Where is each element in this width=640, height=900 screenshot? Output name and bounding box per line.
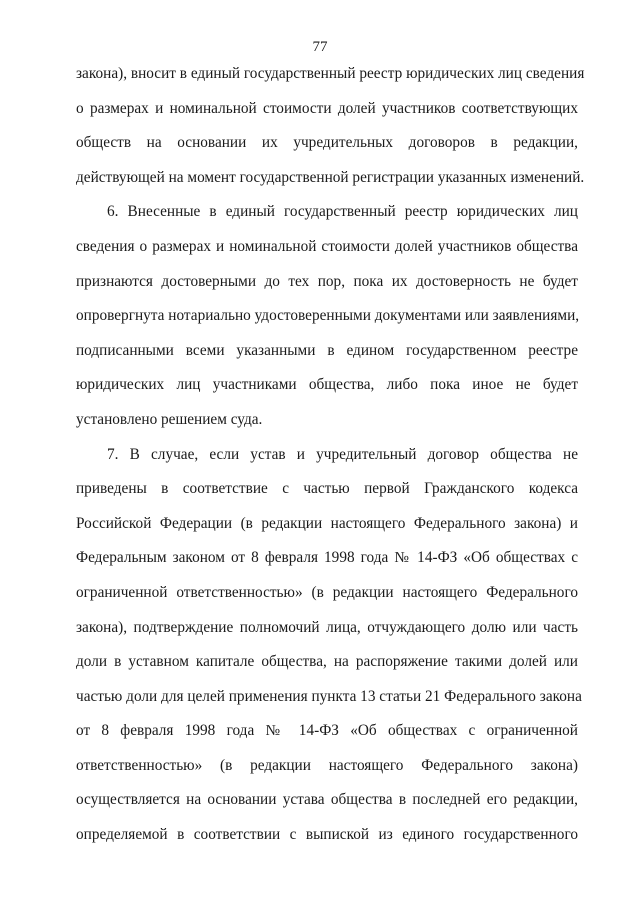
document-body [76,60,585,856]
text-line: ответственностью» (в редакции настоящего Федерального закона) [76,756,578,774]
text-line: обществ на основании их учредительных договоров в редакции, [76,134,578,152]
text-line: осуществляется на основании устава общества в последней его редакции, [76,791,578,809]
text-line: опровергнута нотариально удостоверенными документами или заявлениями, [76,307,580,325]
text-line: от 8 февраля 1998 года № 14-ФЗ «Об обществах с ограниченной [76,722,578,740]
text-line: 7. В случае, если устав и учредительный договор общества не [107,445,578,463]
text-line: закона), подтверждение полномочий лица, отчуждающего долю или часть [76,618,578,636]
text-line: сведения о размерах и номинальной стоимости долей участников общества [76,237,578,255]
text-line: закона), вносит в единый государственный реестр юридических лиц сведения [76,65,585,82]
text-line: Российской Федерации (в редакции настоящего Федерального закона) и [76,514,578,532]
text-line: о размерах и номинальной стоимости долей участников соответствующих [76,99,578,117]
text-line: частью доли для целей применения пункта 13 статьи 21 Федерального закона [76,687,582,705]
text-line: приведены в соответствие с частью первой Гражданского кодекса [76,480,578,498]
text-line: доли в уставном капитале общества, на распоряжение такими долей или [76,653,578,671]
text-line: ограниченной ответственностью» (в редакции настоящего Федерального [76,583,578,601]
text-line: действующей на момент государственной регистрации указанных изменений. [76,168,585,186]
text-line: 6. Внесенные в единый государственный реестр юридических лиц [107,203,578,221]
text-line: установлено решением суда. [76,410,263,428]
text-line: подписанными всеми указанными в едином государственном реестре [76,341,578,359]
text-line: Федеральным законом от 8 февраля 1998 года № 14-ФЗ «Об обществах с [76,549,578,567]
page-number: 77 [312,39,328,55]
text-line: юридических лиц участниками общества, либо пока иное не будет [76,376,578,394]
text-line: определяемой в соответствии с выпиской из единого государственного [76,826,578,844]
text-line: признаются достоверными до тех пор, пока их достоверность не будет [76,272,578,290]
